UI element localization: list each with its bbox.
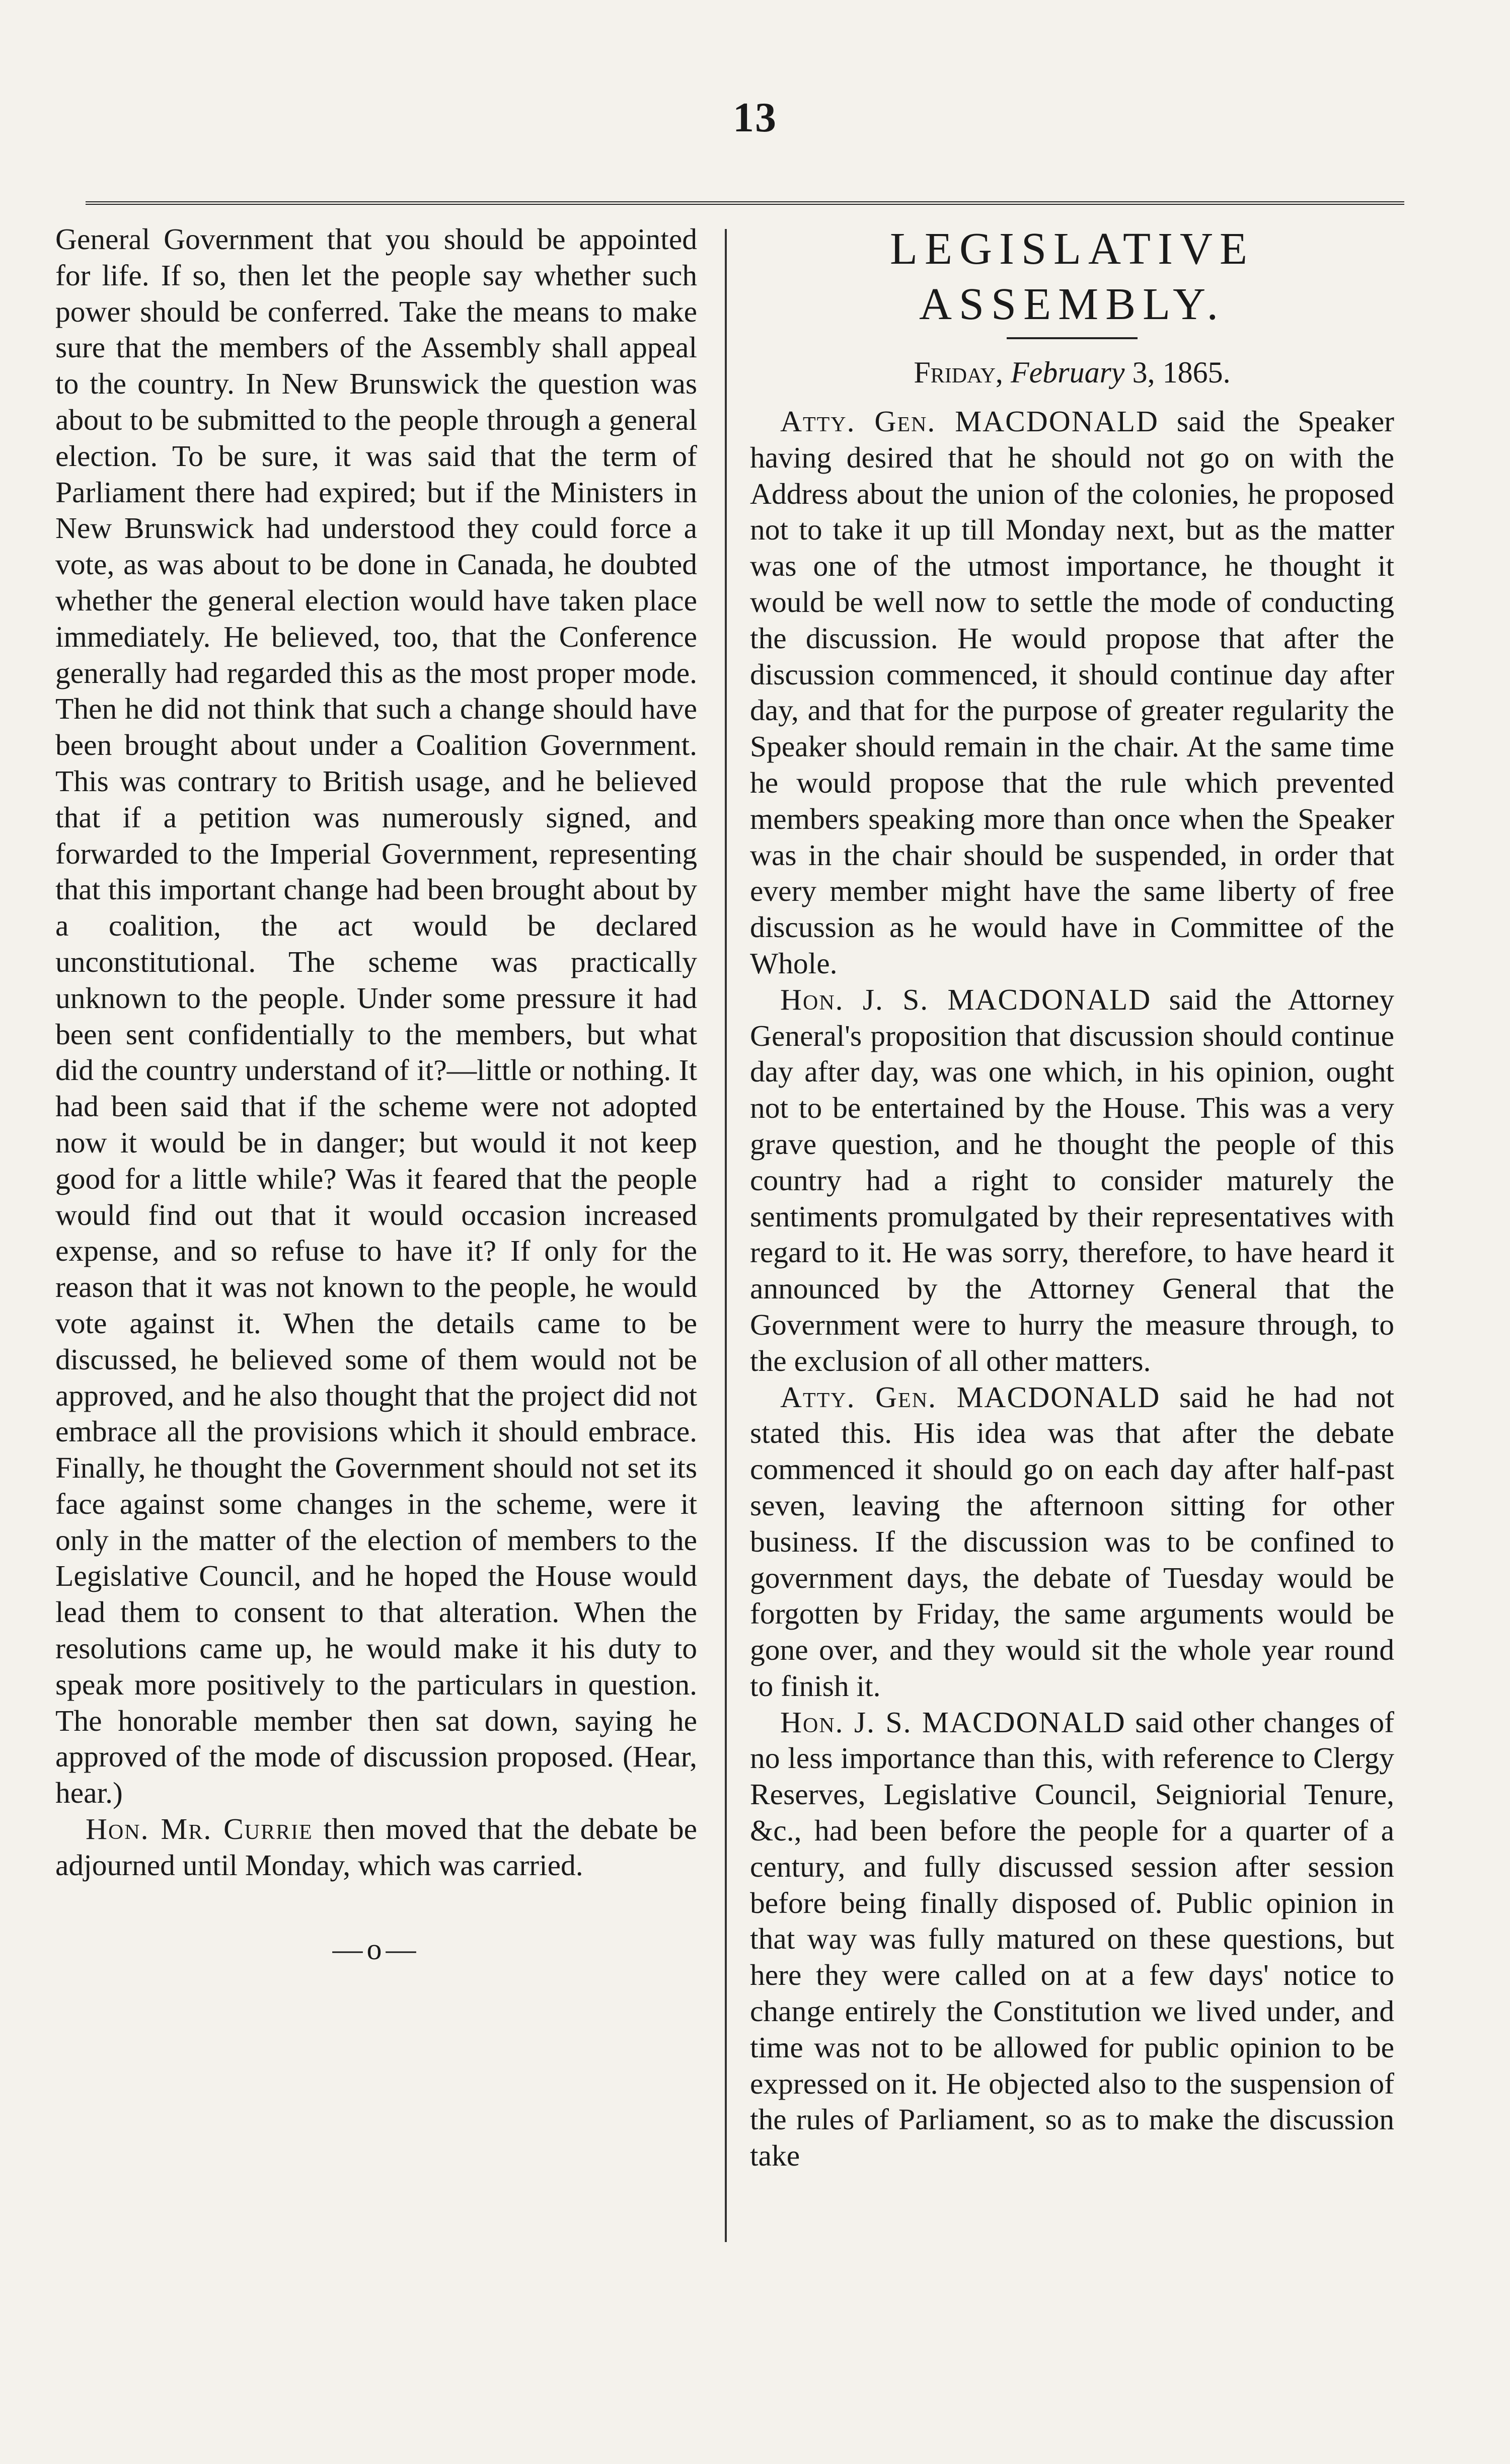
section-title: LEGISLATIVE ASSEMBLY. [890, 224, 1254, 329]
speech-text: said he had not stated this. His idea was that after the debate commenced it should go on each day after half-past seven, leaving the afternoon sitting for other business. If the discussion was to be confined to government days, the debate of Tuesday would be forgotten by Friday, the same arguments would be gone over, and they would sit the whole year round to finish it. [750, 1380, 1394, 1703]
speech-text: then moved that the debate be adjourned until Monday, which was carried. [55, 1812, 697, 1882]
speech-text: said other changes of no less importance than this, with reference to Clergy Reserves, Legislative Council, Seigniorial Tenure, &c., had been before the people for a quarter of a century, and fully discussed session after session before being finally disposed of. Public opinion in that way was fully matured on these questions, but here they were called on at a few days' notice to change entirely the Constitution we lived under, and time was not to be allowed for public opinion to be expressed on it. He objected also to the suspension of the rules of Parliament, so as to make the discussion take [750, 1705, 1394, 2173]
end-ornament: —o— [332, 1932, 420, 1966]
title-rule [1007, 337, 1138, 339]
speaker-name: Hon. J. S. MACDONALD [780, 982, 1152, 1016]
speaker-name: Hon. Mr. Currie [86, 1812, 313, 1846]
right-column [750, 221, 1394, 2174]
adjournment-paragraph [55, 1811, 697, 1884]
speech-text: said the Speaker having desired that he should not go on with the Address about the union of the colonies, he proposed not to take it up till Monday next, but as the matter was one of the utmost importance, he thought it would be well now to settle the mode of conducting the discussion. He would propose that after the discussion commenced, it should continue day after day, and that for the purpose of greater regularity the Speaker should remain in the chair. At the same time he would propose that the rule which prevented members speaking more than once when the Speaker was in the chair should be suspended, in order that every member might have the same liberty of free discussion as he would have in Committee of the Whole. [750, 405, 1394, 980]
header-rule [86, 201, 1404, 205]
dateline-month: February [1010, 356, 1125, 389]
column-divider [725, 229, 727, 2242]
speech-paragraph [750, 1705, 1394, 2174]
page-number: 13 [733, 94, 777, 141]
dateline-date: 3, 1865. [1132, 356, 1231, 389]
dateline-day: Friday, [914, 356, 1003, 389]
speaker-name: Hon. J. S. MACDONALD [780, 1705, 1126, 1739]
speech-paragraph [750, 1379, 1394, 1705]
dateline [750, 352, 1394, 393]
left-column [55, 221, 697, 1967]
speech-paragraph [750, 404, 1394, 982]
speaker-name: Atty. Gen. MACDONALD [780, 405, 1159, 438]
left-paragraph-1: General Government that you should be appointed for life. If so, then let the people say whether such power should be conferred. Take the means to make sure that the members of the Assembly shall appeal to the country. In New Brunswick the question was about to be submitted to the people through a general election. To be sure, it was said that the term of Parliament there had expired; but if the Ministers in New Brunswick had understood they could force a vote, as was about to be done in Canada, he doubted whether the general election would have taken place immediately. He believed, too, that the Conference generally had regarded this as the most proper mode. Then he did not think that such a change should have been brought about under a Coalition Government. This was contrary to British usage, and he believed that if a petition was numerously signed, and forwarded to the Imperial Government, representing that this important change had been brought about by a coalition, the act would be declared unconstitutional. The scheme was practically unknown to the people. Under some pressure it had been sent confidentially to the members, but what did the country understand of it?—little or nothing. It had been said that if the scheme were not adopted now it would be in danger; but would it not keep good for a little while? Was it feared that the people would find out that it would occasion increased expense, and so refuse to have it? If only for the reason that it was not known to the people, he would vote against it. When the details came to be discussed, he believed some of them would not be approved, and he also thought that the project did not embrace all the provisions which it should embrace. Finally, he thought the Government should not set its face against some changes in the scheme, were it only in the matter of the election of members to the Legislative Council, and he hoped the House would lead them to consent to that alteration. When the resolutions came up, he would make it his duty to speak more positively to the particulars in question. The honorable member then sat down, saying he approved of the mode of discussion proposed. (Hear, hear.) [55, 222, 697, 1810]
speech-paragraph [750, 982, 1394, 1379]
speaker-name: Atty. Gen. MACDONALD [780, 1380, 1161, 1414]
speech-text: said the Attorney General's proposition that discussion should continue day after day, was one which, in his opinion, ought not to be entertained by the House. This was a very grave question, and he thought the people of this country had a right to consider maturely the sentiments promulgated by their representatives with regard to it. He was sorry, therefore, to have heard it announced by the Attorney General that the Government were to hurry the measure through, to the exclusion of all other matters. [750, 982, 1394, 1377]
